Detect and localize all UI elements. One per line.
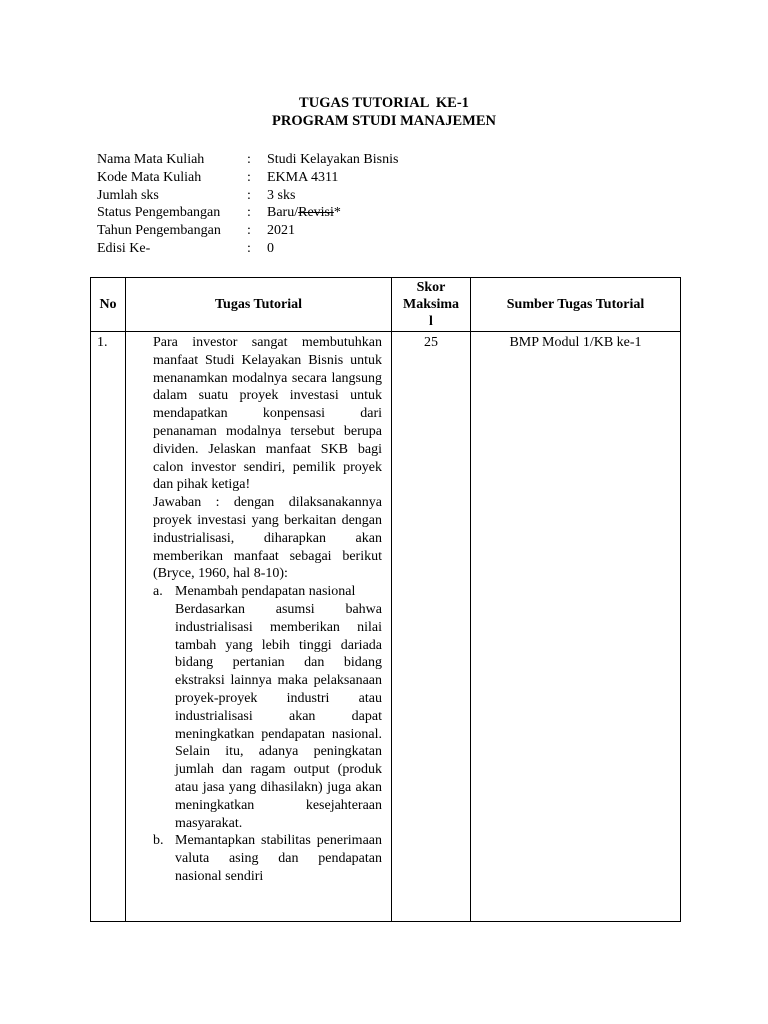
list-item	[153, 832, 382, 885]
info-colon: :	[247, 187, 251, 203]
info-colon: :	[247, 205, 251, 221]
cell-score	[392, 332, 471, 922]
cell-no	[91, 332, 126, 922]
task-source: BMP Modul 1/KB ke-1	[509, 335, 642, 350]
max-score: 25	[424, 335, 438, 350]
header-source: Sumber Tugas Tutorial	[471, 278, 681, 332]
tutorial-task-table	[90, 277, 681, 922]
info-row-sks	[97, 187, 398, 205]
task-answer-intro: Jawaban : dengan dilaksanakannya proyek investasi yang berkaitan dengan industrialisasi, diharapkan akan memberikan manfaat sebagai berikut (Bryce, 1960, hal 8-10):	[153, 495, 382, 582]
info-label: Nama Mata Kuliah	[97, 152, 205, 167]
info-value: EKMA 4311	[267, 169, 339, 185]
info-label: Tahun Pengembangan	[97, 223, 221, 239]
task-content	[126, 332, 391, 886]
cell-task	[126, 332, 392, 922]
info-colon: :	[247, 152, 251, 167]
info-label: Jumlah sks	[97, 187, 159, 203]
header-task: Tugas Tutorial	[126, 278, 392, 332]
info-value: 0	[267, 240, 274, 256]
task-question: Para investor sangat membutuhkan manfaat Studi Kelayakan Bisnis untuk menanamkan modalnya secara langsung dalam suatu proyek investasi untuk mendapatkan konpensasi dari penanaman modalnya tersebut berupa dividen. Jelaskan manfaat SKB bagi calon investor sendiri, pemilik proyek dan pihak ketiga!	[153, 335, 382, 493]
header-no: No	[91, 278, 126, 332]
info-label: Edisi Ke-	[97, 240, 151, 256]
list-item-title: Menambah pendapatan nasional	[175, 584, 356, 600]
header-score-line-3: l	[429, 314, 433, 329]
info-colon: :	[247, 240, 251, 256]
document-title-block	[0, 94, 768, 130]
header-score	[392, 278, 471, 332]
cell-source	[471, 332, 681, 922]
info-value: 2021	[267, 223, 295, 239]
list-item-body: Memantapkan stabilitas penerimaan valuta asing dan pendapatan nasional sendiri	[175, 833, 382, 884]
list-item-body: Berdasarkan asumsi bahwa industrialisasi memberikan nilai tambah yang lebih tinggi dariada bidang pertanian dan bidang ekstraksi lainnya maka pelaksanaan proyek-proyek industri atau industrialisasi akan dapat meningkatkan pendapatan nasional. Selain itu, adanya peningkatan jumlah dan ragam output (produk atau jasa yang dihasilakn) juga akan meningkatkan kesejahteraan masyarakat.	[175, 601, 382, 831]
row-number: 1.	[97, 335, 108, 350]
info-row-edisi	[97, 240, 398, 258]
info-row-kode	[97, 169, 398, 187]
table-header-row	[91, 278, 681, 332]
info-value: 3 sks	[267, 187, 296, 203]
title-line-2: PROGRAM STUDI MANAJEMEN	[272, 113, 496, 129]
table-row	[91, 332, 681, 922]
course-info	[97, 151, 398, 258]
title-line-1: TUGAS TUTORIAL KE-1	[299, 95, 469, 111]
info-value	[267, 204, 341, 222]
info-label: Status Pengembangan	[97, 205, 221, 221]
info-colon: :	[247, 169, 251, 185]
status-baru: Baru/	[267, 205, 299, 221]
status-asterisk: *	[333, 205, 341, 221]
info-row-nama	[97, 151, 398, 169]
info-value: Studi Kelayakan Bisnis	[267, 152, 399, 167]
info-label: Kode Mata Kuliah	[97, 169, 202, 185]
header-score-line-2: Maksima	[403, 297, 459, 312]
list-item	[153, 583, 382, 832]
header-score-line-1: Skor	[416, 280, 446, 295]
info-row-tahun	[97, 222, 398, 240]
info-row-status	[97, 204, 398, 222]
list-marker: a.	[153, 584, 163, 600]
status-revisi-struck: Revisi	[298, 205, 334, 221]
list-marker: b.	[153, 833, 164, 849]
info-colon: :	[247, 223, 251, 239]
